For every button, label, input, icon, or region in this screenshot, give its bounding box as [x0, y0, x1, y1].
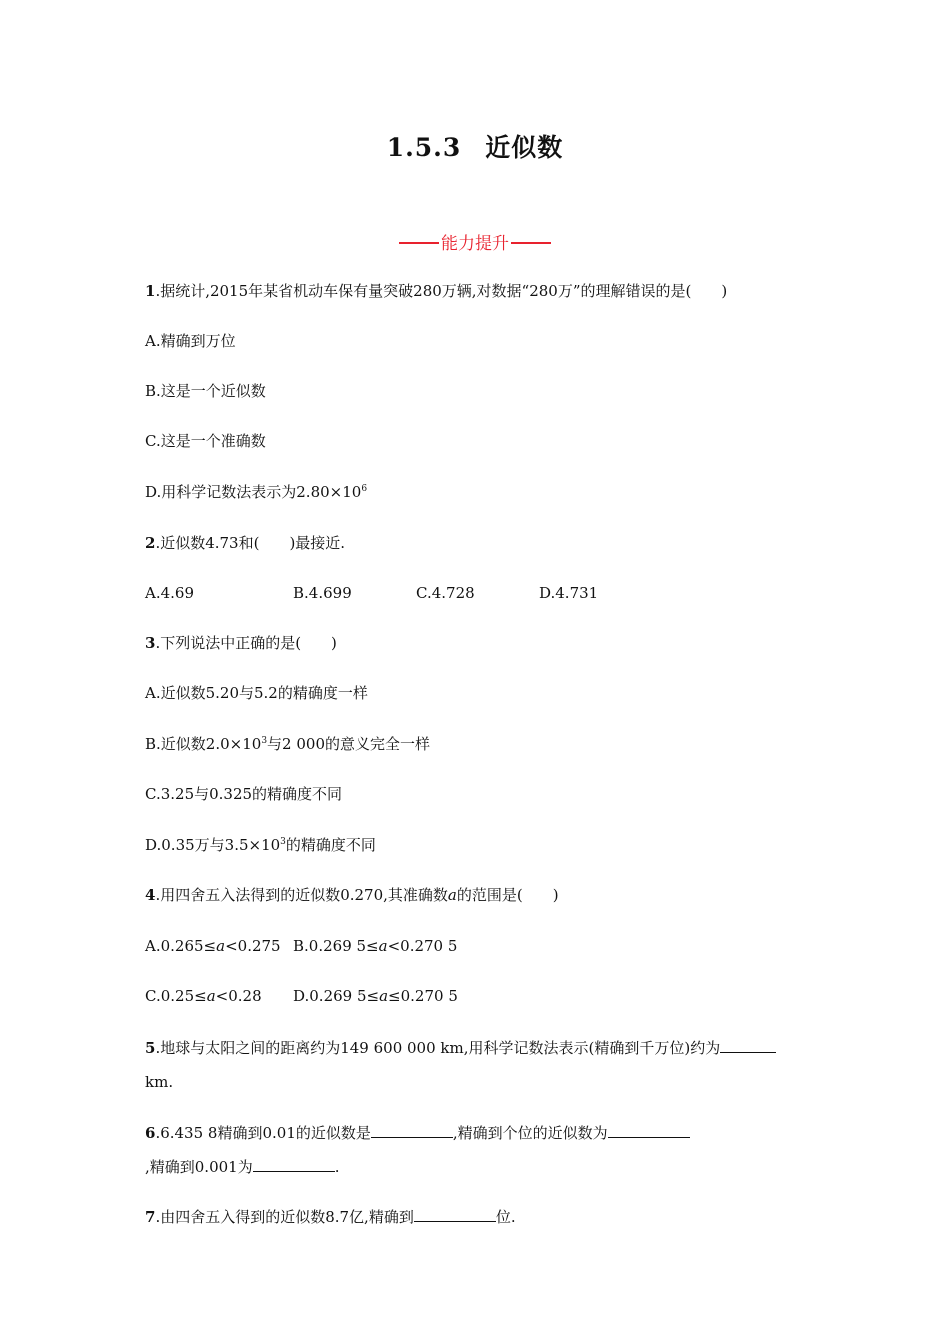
option-text: <0.270 5: [387, 937, 458, 955]
heading-rule-left: [399, 242, 439, 244]
question-text: .下列说法中正确的是( ): [155, 634, 337, 652]
question-4-stem: [145, 885, 559, 905]
question-text: .地球与太阳之间的距离约为149 600 000 km,用科学记数法表示(精确到千万位)约为: [155, 1039, 721, 1057]
option-text: B.0.269 5≤: [293, 937, 379, 955]
question-number: 7: [145, 1208, 156, 1226]
question-3-stem: [145, 633, 337, 653]
question-1-option-c: [145, 431, 266, 451]
question-4-option-c: [145, 986, 262, 1006]
option-text: ≤0.270 5: [388, 987, 458, 1005]
variable: a: [216, 937, 226, 955]
page-title: [0, 128, 950, 164]
heading-rule-right: [511, 242, 551, 244]
variable: a: [447, 886, 457, 904]
question-3-option-a: [145, 683, 368, 703]
variable: a: [379, 987, 389, 1005]
question-6-stem: [145, 1123, 690, 1143]
question-number: 4: [145, 886, 156, 904]
question-text: ,精确到个位的近似数为: [452, 1124, 608, 1142]
answer-blank[interactable]: [608, 1123, 690, 1138]
question-text: km.: [145, 1073, 174, 1091]
question-2-option-d: D.4.731: [539, 584, 599, 602]
option-text: A.0.265≤: [145, 937, 217, 955]
exponent: 6: [361, 484, 368, 494]
answer-blank[interactable]: [253, 1157, 335, 1172]
question-text: ,精确到0.001为: [145, 1158, 253, 1176]
question-1-stem: [145, 281, 727, 301]
question-text: .: [334, 1158, 340, 1176]
question-text: .近似数4.73和( )最接近.: [155, 534, 346, 552]
option-text: A.近似数5.20与5.2的精确度一样: [145, 684, 368, 702]
question-2-option-c: C.4.728: [416, 584, 475, 602]
question-text: .6.435 8精确到0.01的近似数是: [155, 1124, 371, 1142]
question-number: 5: [145, 1039, 156, 1057]
question-4-option-d: [293, 986, 458, 1006]
question-1-option-d: [145, 482, 367, 502]
question-7-stem: [145, 1207, 516, 1227]
exponent: 3: [280, 837, 286, 847]
question-2-option-a: A.4.69: [145, 584, 194, 602]
question-6-continuation: [145, 1157, 340, 1177]
option-text: B.这是一个近似数: [145, 382, 266, 400]
option-text: 的精确度不同: [285, 836, 376, 854]
variable: a: [378, 937, 388, 955]
question-3-option-d: [145, 835, 376, 855]
question-2-stem: [145, 533, 345, 553]
question-text: .由四舍五入得到的近似数8.7亿,精确到: [155, 1208, 414, 1226]
option-text: D.用科学记数法表示为2.80×10: [145, 483, 362, 501]
option-text: C.3.25与0.325的精确度不同: [145, 785, 343, 803]
question-4-option-b: [293, 936, 457, 956]
option-text: 与2 000的意义完全一样: [267, 735, 430, 753]
question-number: 6: [145, 1124, 156, 1142]
option-text: C.0.25≤: [145, 987, 207, 1005]
answer-blank[interactable]: [414, 1207, 496, 1222]
question-5-tail: [145, 1072, 173, 1092]
question-text: .用四舍五入法得到的近似数0.270,其准确数: [155, 886, 448, 904]
question-1-option-a: [145, 331, 236, 351]
section-label: 能力提升: [441, 234, 509, 254]
question-text: 位.: [495, 1208, 516, 1226]
question-5-stem: [145, 1038, 776, 1058]
exponent: 3: [261, 736, 268, 746]
option-text: B.近似数2.0×10: [145, 735, 262, 753]
option-text: <0.275: [225, 937, 281, 955]
question-number: 2: [145, 534, 156, 552]
question-number: 3: [145, 634, 156, 652]
option-text: <0.28: [215, 987, 262, 1005]
section-number: 1.5.3: [386, 133, 462, 162]
option-text: A.精确到万位: [145, 332, 236, 350]
answer-blank[interactable]: [720, 1038, 776, 1053]
answer-blank[interactable]: [371, 1123, 453, 1138]
section-title: 近似数: [485, 133, 564, 162]
question-4-option-a: [145, 936, 281, 956]
question-3-option-b: [145, 734, 430, 754]
variable: a: [206, 987, 216, 1005]
question-1-option-b: [145, 381, 266, 401]
question-text: 的范围是( ): [456, 886, 559, 904]
question-3-option-c: [145, 784, 342, 804]
section-heading: [0, 229, 950, 254]
question-text: .据统计,2015年某省机动车保有量突破280万辆,对数据“280万”的理解错误的是( ): [155, 282, 728, 300]
option-text: D.0.269 5≤: [293, 987, 380, 1005]
question-number: 1: [145, 282, 156, 300]
option-text: D.0.35万与3.5×10: [145, 836, 281, 854]
option-text: C.这是一个准确数: [145, 432, 266, 450]
question-2-option-b: B.4.699: [293, 584, 352, 602]
